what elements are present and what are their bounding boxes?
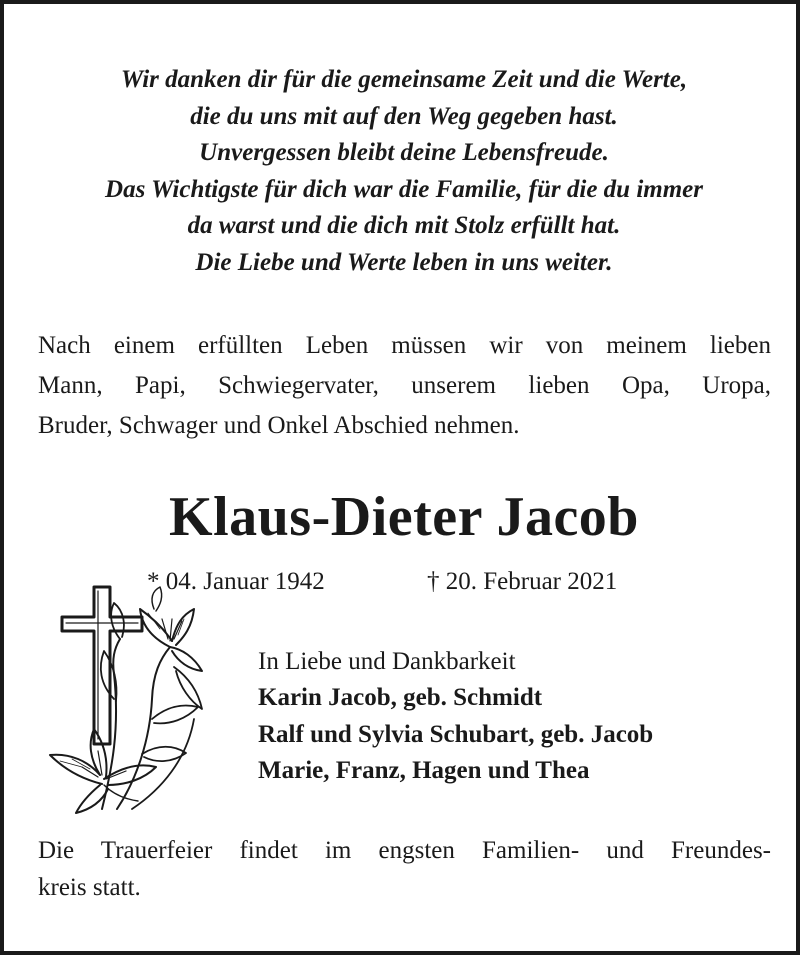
poem-line: da warst und die dich mit Stolz erfüllt hat.: [187, 212, 621, 240]
birth-date: * 04. Januar 1942: [147, 568, 325, 595]
mourner-name: Marie, Franz, Hagen und Thea: [258, 757, 590, 785]
deceased-name: Klaus-Dieter Jacob: [169, 486, 639, 548]
death-date: † 20. Februar 2021: [427, 568, 618, 595]
mourner-name: Ralf und Sylvia Schubart, geb. Jacob: [258, 720, 654, 748]
intro-paragraph: [38, 326, 771, 446]
intro-line: Nach einem erfüllten Leben müssen wir von meinem lieben: [38, 332, 771, 359]
poem-line: Wir danken dir für die gemeinsame Zeit und die Werte,: [120, 66, 688, 93]
mourners-block: [258, 644, 653, 790]
mourners-intro: In Liebe und Dankbarkeit: [258, 648, 516, 675]
poem-line: Die Liebe und Werte leben in uns weiter.: [195, 248, 613, 276]
poem-line: die du uns mit auf den Weg gegeben hast.: [190, 102, 618, 130]
funeral-notice: [38, 832, 771, 906]
poem-line: Das Wichtigste für dich war die Familie, für die du immer: [105, 175, 703, 203]
funeral-line: Die Trauerfeier findet im engsten Familien- und Freundes-: [38, 837, 771, 864]
cross-with-lily-icon: [42, 579, 212, 814]
intro-line: Bruder, Schwager und Onkel Abschied nehmen.: [38, 412, 520, 439]
mourner-name: Karin Jacob, geb. Schmidt: [258, 684, 543, 712]
intro-line: Mann, Papi, Schwiegervater, unserem lieben Opa, Uropa,: [38, 372, 771, 399]
funeral-line: kreis statt.: [38, 874, 141, 901]
poem-line: Unvergessen bleibt deine Lebensfreude.: [199, 139, 609, 167]
memorial-poem: [24, 62, 784, 282]
